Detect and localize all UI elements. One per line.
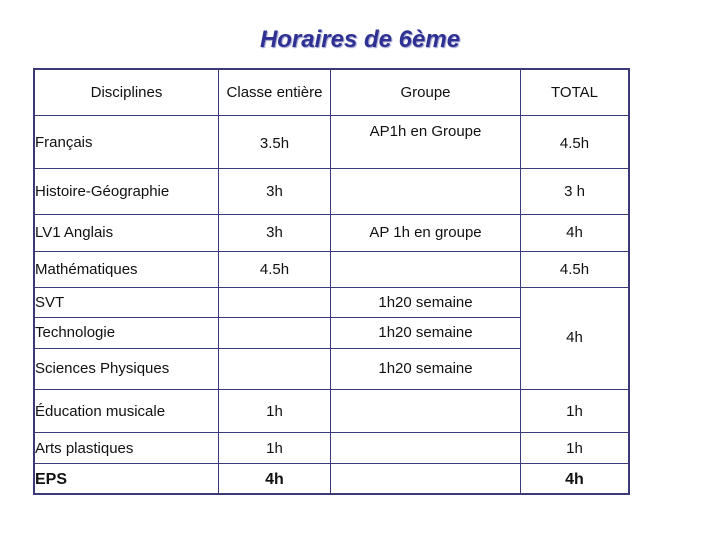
- header-total: TOTAL: [551, 84, 598, 101]
- row-discipline: Histoire-Géographie: [35, 183, 170, 200]
- row-total: 4h: [566, 224, 583, 241]
- row-classe: 1h: [266, 440, 283, 457]
- rule-arts: [33, 463, 630, 464]
- row-discipline: EPS: [35, 471, 68, 488]
- row-discipline: Éducation musicale: [35, 403, 166, 420]
- row-discipline: Mathématiques: [35, 261, 138, 278]
- header-classe: Classe entière: [226, 84, 323, 101]
- header-disciplines: Disciplines: [90, 84, 163, 101]
- rule-techno: [33, 348, 520, 349]
- row-classe: 4h: [265, 471, 284, 488]
- schedule-table: [33, 68, 630, 495]
- row-groupe: AP 1h en groupe: [369, 224, 482, 241]
- row-discipline: SVT: [35, 294, 65, 311]
- table-border-bottom: [33, 493, 630, 495]
- rule-svt: [33, 317, 520, 318]
- header-groupe: Groupe: [400, 84, 451, 101]
- rule-maths: [33, 287, 630, 288]
- row-total: 3 h: [564, 183, 585, 200]
- col-rule-1: [218, 68, 219, 495]
- row-classe: 3h: [266, 183, 283, 200]
- sciences-total: 4h: [566, 329, 583, 346]
- row-classe: 4.5h: [259, 261, 290, 278]
- table-border-right: [628, 68, 630, 495]
- row-total: 4h: [565, 471, 584, 488]
- rule-header: [33, 115, 630, 116]
- row-groupe: AP1h en Groupe: [369, 123, 482, 140]
- rule-francais: [33, 168, 630, 169]
- row-groupe: 1h20 semaine: [378, 294, 473, 311]
- row-groupe: 1h20 semaine: [378, 324, 473, 341]
- table-border-left: [33, 68, 35, 495]
- row-total: 1h: [566, 440, 583, 457]
- table-border-top: [33, 68, 630, 70]
- row-classe: 3.5h: [259, 135, 290, 152]
- row-total: 1h: [566, 403, 583, 420]
- row-total: 4.5h: [559, 261, 590, 278]
- rule-histgeo: [33, 214, 630, 215]
- row-discipline: LV1 Anglais: [35, 224, 114, 241]
- rule-sciences: [33, 389, 630, 390]
- rule-musique: [33, 432, 630, 433]
- row-discipline: Technologie: [35, 324, 116, 341]
- row-classe: 1h: [266, 403, 283, 420]
- page-title: Horaires de 6ème: [259, 26, 461, 53]
- row-groupe: 1h20 semaine: [378, 360, 473, 377]
- rule-anglais: [33, 251, 630, 252]
- row-discipline: Sciences Physiques: [35, 360, 170, 377]
- row-classe: 3h: [266, 224, 283, 241]
- col-rule-3: [520, 68, 521, 495]
- row-discipline: Français: [35, 134, 93, 151]
- row-discipline: Arts plastiques: [35, 440, 134, 457]
- row-total: 4.5h: [559, 135, 590, 152]
